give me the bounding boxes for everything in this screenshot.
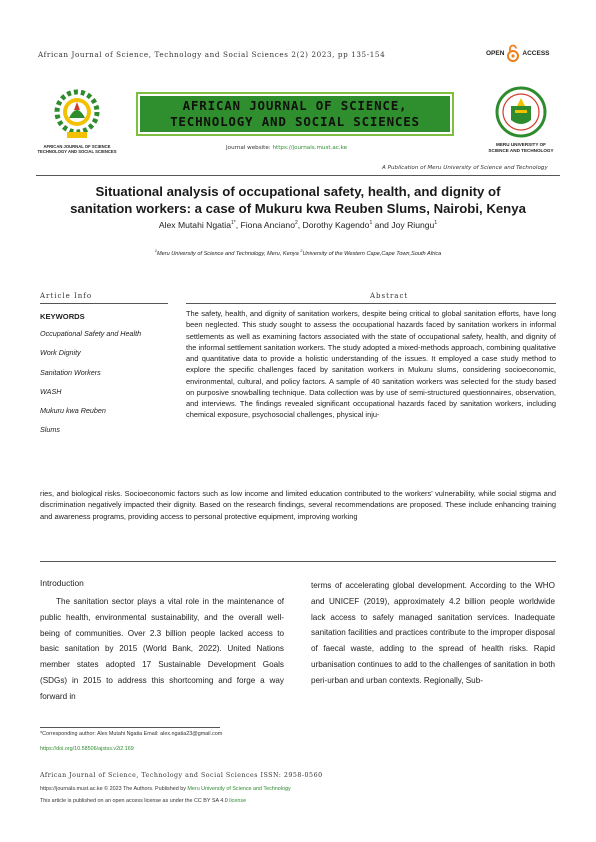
author-name: Dorothy Kagendo xyxy=(302,220,370,230)
affiliation-mark: 1 xyxy=(154,248,157,253)
university-logo-caption-1: MERU UNIVERSITY OF xyxy=(496,142,546,147)
university-crest-icon xyxy=(493,86,549,138)
keywords-heading: KEYWORDS xyxy=(40,312,85,321)
abstract-heading: Abstract xyxy=(370,292,409,300)
abstract-divider xyxy=(186,303,556,304)
body-column-right: terms of accelerating global development. According to the WHO and UNICEF (2019), approximately 4.2 billion people worldwide lack access to safely managed sanitation services. Inadequate sanitation facilities and practices contribute to the improper disposal of faecal waste, adding to the spread of health risks. Rapid urbanisation continues to add to the challenges of sanitation in both peri-urban and urban contexts. Regionally, Sub- xyxy=(311,581,555,685)
journal-website-link[interactable]: https://journals.must.ac.ke xyxy=(272,145,348,151)
abstract-text-continued: ries, and biological risks. Socioeconomic factors such as low income and limited education contributed to the workers' vulnerability, while social stigma and discrimination negatively impacted their dignity. Based on the research findings, several recommendations are proposed. These include enhancing training and awareness programs, providing access to personal protective equipment, improving working xyxy=(40,489,556,521)
author-affiliation-mark: 1 xyxy=(434,220,438,227)
abstract-end-divider xyxy=(40,561,556,562)
copyright-text: https://journals.must.ac.ke © 2023 The Authors. Published by xyxy=(40,786,188,792)
header-divider xyxy=(36,175,560,176)
journal-banner xyxy=(136,92,454,136)
keyword-item: WASH xyxy=(40,386,62,396)
article-title-line-2: sanitation workers: a case of Mukuru kwa Reuben Slums, Nairobi, Kenya xyxy=(70,201,526,216)
keyword-item: Work Dignity xyxy=(40,348,81,358)
article-info-divider xyxy=(40,303,168,304)
affiliation-2: University of the Western Cape,Cape Town,South Africa xyxy=(302,250,442,257)
article-title xyxy=(36,183,560,217)
banner-line-1: AFRICAN JOURNAL OF SCIENCE, xyxy=(182,97,408,113)
author-affiliation-mark: 2 xyxy=(294,220,298,227)
keyword-item: Slums xyxy=(40,425,60,435)
publication-note: A Publication of Meru University of Science and Technology xyxy=(382,165,548,171)
open-access-lock-icon xyxy=(506,44,520,62)
affiliation-mark: 2 xyxy=(300,248,303,253)
body-column-left: The sanitation sector plays a vital role in the maintenance of public health, environmental sustainability, and the overall well-being of communities. Over 2.3 billion people lacked access to basic sanitation by 2015 (World Bank, 2022). United Nations member states adopted 17 Sustainable Development Goals (SDGs) in 2015 to address this shortcoming and forge a way forward in xyxy=(40,597,284,701)
copyright-line xyxy=(40,786,291,792)
author-name: Alex Mutahi Ngatia xyxy=(158,220,231,230)
license-line xyxy=(40,798,246,804)
banner-line-2: TECHNOLOGY AND SOCIAL SCIENCES xyxy=(170,114,420,129)
author-name: Joy Riungu xyxy=(391,220,435,230)
keyword-item: Sanitation Workers xyxy=(40,367,101,377)
open-access-badge xyxy=(486,44,550,62)
author-affiliation-mark: 1 xyxy=(369,220,373,227)
journal-logo-caption-2: TECHNOLOGY AND SOCIAL SCIENCES xyxy=(37,149,117,155)
journal-website-label: Journal website: xyxy=(226,145,273,151)
abstract-text: The safety, health, and dignity of sanitation workers, despite being critical to global sanitation efforts, have long been neglected. This study sought to assess the occupational hazards faced by sanitation workers in informal settlements as well as examining factors associated with the state of occupational safety, health, and dignity of the informal settlement sanitation workers. The study adopted a mixed-methods approach, combining qualitative and quantitative data to provide a holistic understanding of the issues. It employed a case study method to explore the specific challenges faced by sanitation workers in Mukuru slums, considering socioeconomic, environmental, cultural, and policy factors. A sample of 40 sanitation workers was selected for the study based on purposive snowballing technique. Data collection was by use of semi-structured questionnaires, observation, and interviews. The findings revealed significant occupational hazards faced by sanitation workers, including chemical exposure, psychosocial challenges, physical inju- xyxy=(186,309,556,420)
running-head: African Journal of Science, Technology and Social Sciences 2(2) 2023, pp 135-154 xyxy=(38,50,386,59)
keyword-item: Mukuru kwa Reuben xyxy=(40,406,106,416)
open-access-label-right: ACCESS xyxy=(522,49,550,57)
affiliations xyxy=(36,248,560,257)
open-access-label-left: OPEN xyxy=(486,49,505,57)
journal-logo xyxy=(34,88,120,154)
author-list: Alex Mutahi Ngatia$^{1*}$, Fiona Anciano$^2$, Dorothy Kagendo$^1$ and Joy Riungu$^1$ xyxy=(158,220,438,230)
publisher-link[interactable]: Meru University of Science and Technology xyxy=(187,786,291,792)
journal-logo-caption-1: AFRICAN JOURNAL OF SCIENCE xyxy=(43,144,111,149)
license-link[interactable]: license xyxy=(229,798,247,804)
license-text: This article is published on an open access license as under the CC BY SA 4.0 xyxy=(40,798,230,804)
author-name: Fiona Anciano xyxy=(240,220,295,230)
keyword-item: Occupational Safety and Health xyxy=(40,329,142,338)
article-info-heading: Article Info xyxy=(40,292,93,300)
keywords-list xyxy=(40,312,180,446)
affiliation-1: Meru University of Science and Technology, Meru, Kenya xyxy=(156,250,299,257)
university-logo xyxy=(478,86,564,153)
university-logo-caption-2: SCIENCE AND TECHNOLOGY xyxy=(488,147,554,153)
footnote-divider xyxy=(40,727,220,728)
corresponding-author-note: *Corresponding author: Alex Mutahi Ngatia Email: alex.ngatia23@gmail.com xyxy=(40,731,223,737)
article-title-line-1: Situational analysis of occupational safety, health, and dignity of xyxy=(95,184,501,199)
journal-website xyxy=(226,145,347,151)
footer-journal-line: African Journal of Science, Technology and Social Sciences ISSN: 2958-0560 xyxy=(40,772,323,779)
doi-link[interactable]: https://doi.org/10.58506/ajstss.v2i2.169 xyxy=(40,746,134,752)
journal-emblem-icon xyxy=(47,88,107,140)
author-affiliation-mark: 1* xyxy=(231,220,236,227)
section-heading-introduction: Introduction xyxy=(40,578,84,588)
